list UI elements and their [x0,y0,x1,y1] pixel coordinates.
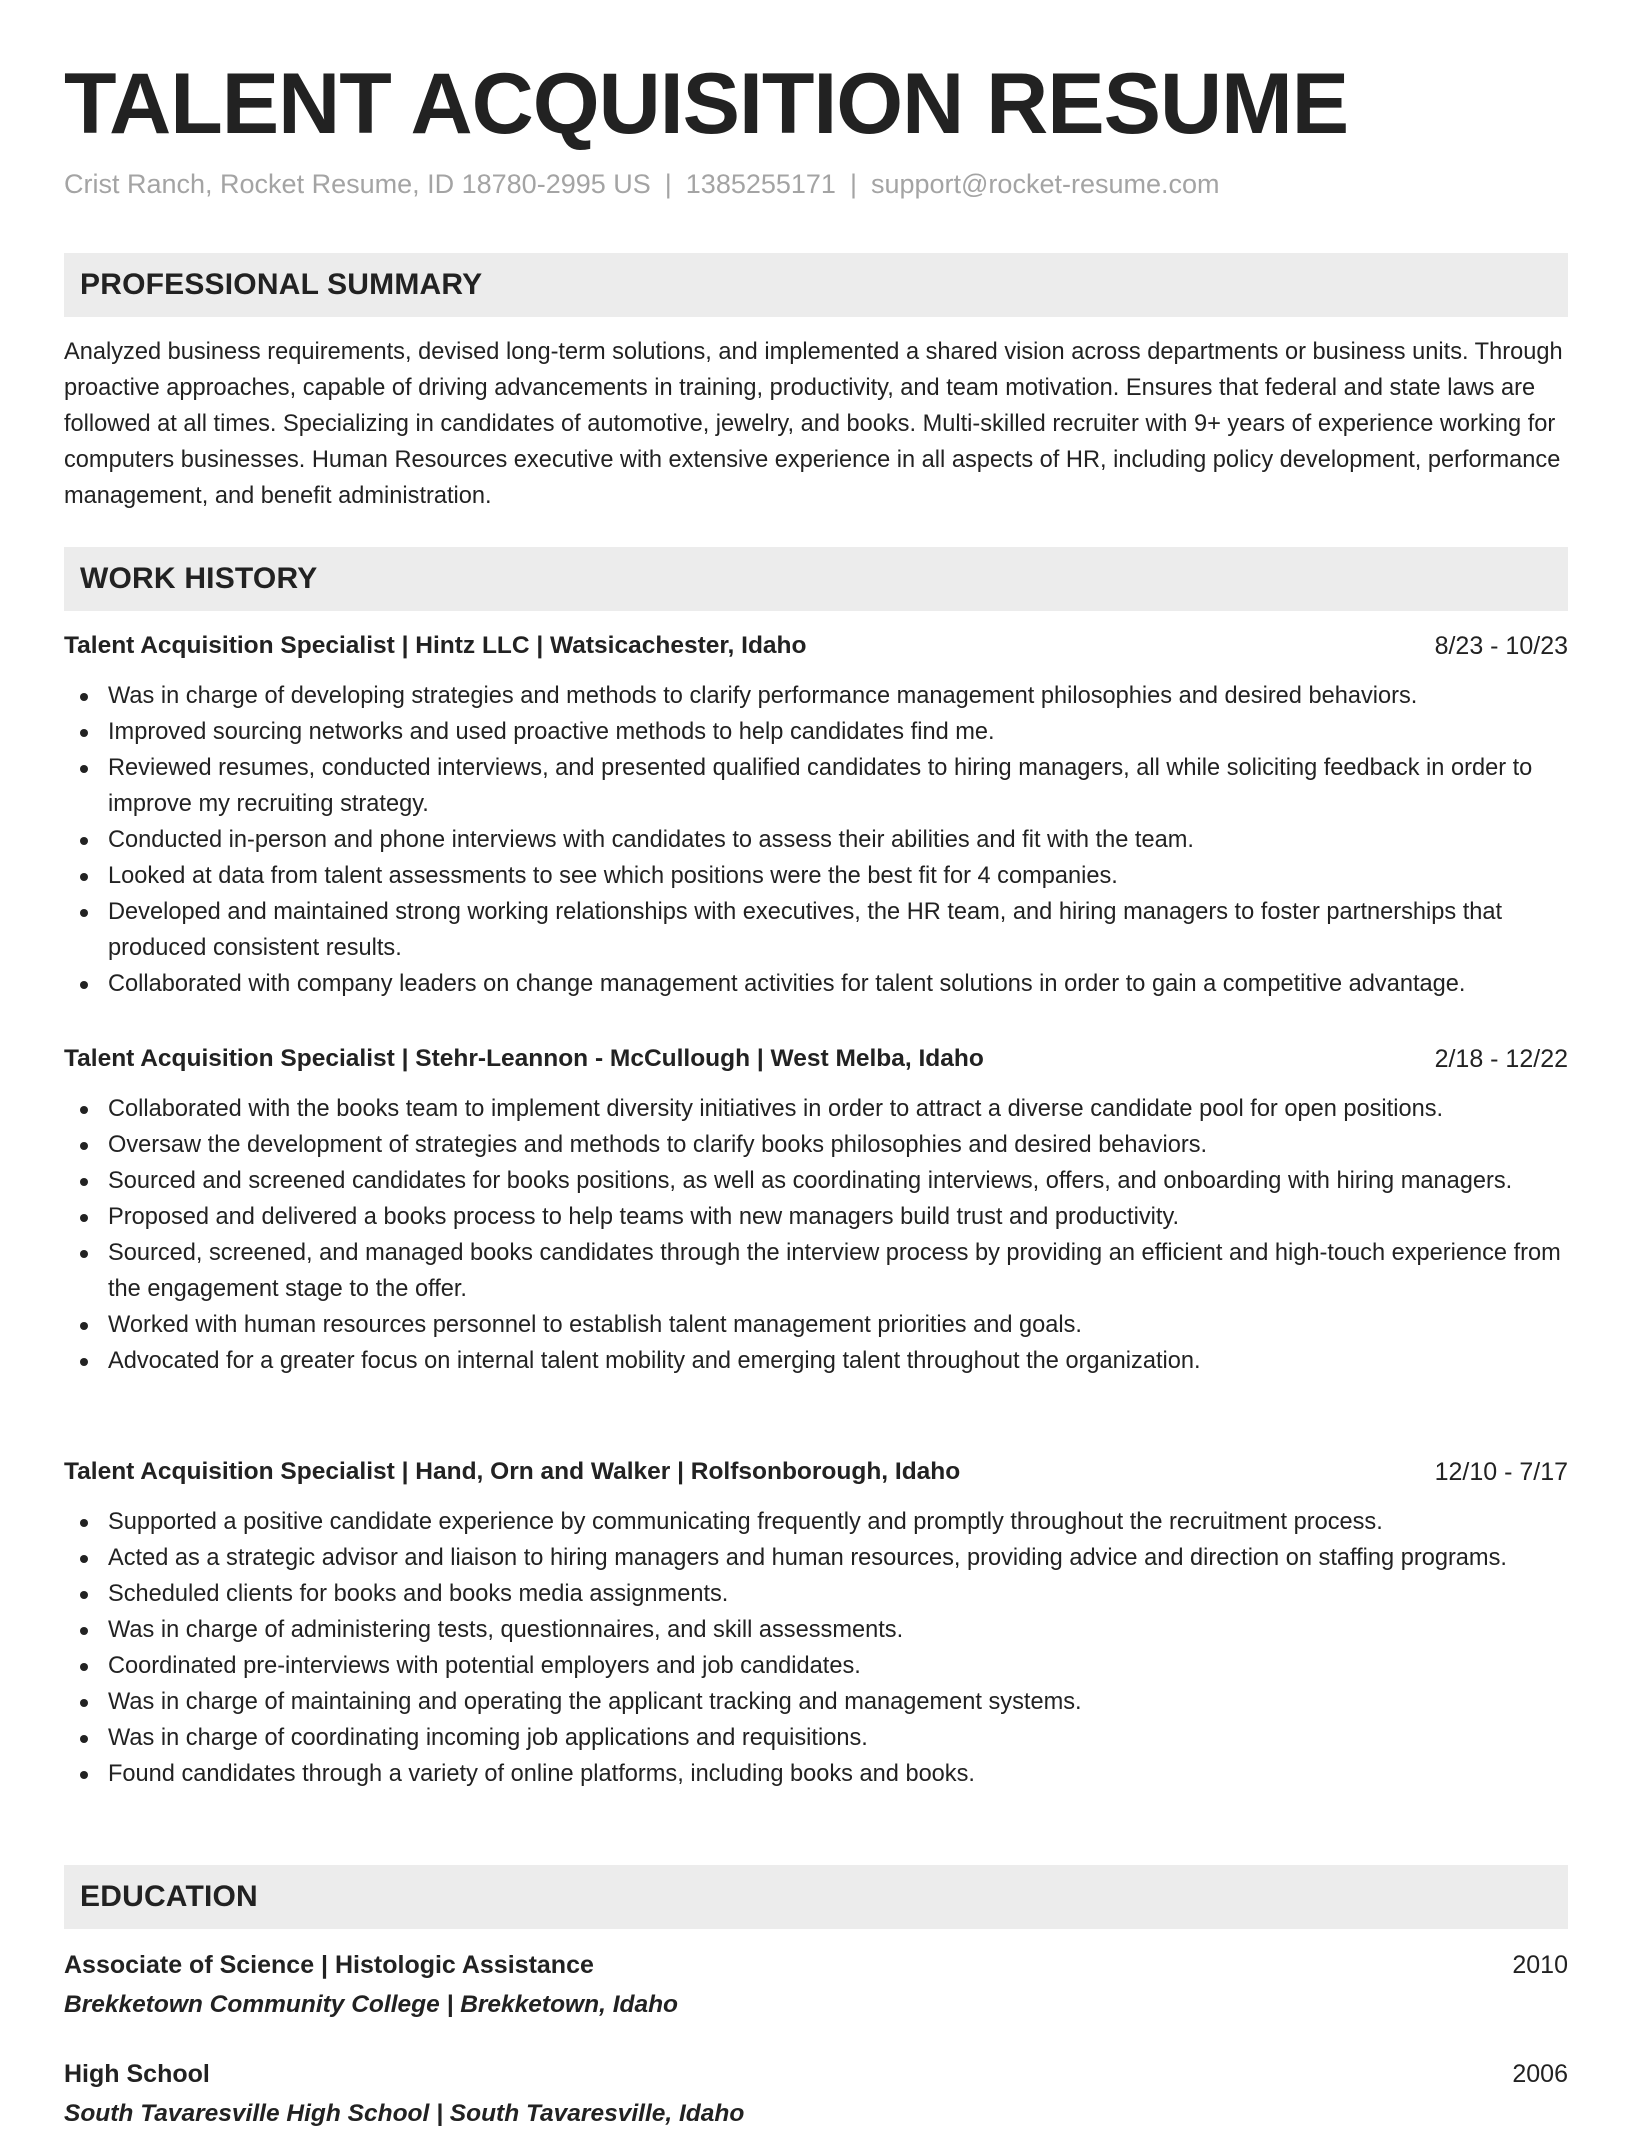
job-bullets [64,1091,1568,1379]
job-header [64,626,1568,666]
job-bullet: Improved sourcing networks and used proactive methods to help candidates find me. [64,714,1568,750]
contact-email: support@rocket-resume.com [870,169,1220,199]
job-title: Talent Acquisition Specialist | Hintz LLC | Watsicachester, Idaho [64,632,807,659]
job-bullet: Developed and maintained strong working relationships with executives, the HR team, and hiring managers to foster partnerships that produced consistent results. [64,894,1568,966]
resume-title: TALENT ACQUISITION RESUME [64,56,1349,152]
summary-heading: PROFESSIONAL SUMMARY [80,268,483,301]
contact-line [64,164,1220,204]
job-entry [64,1452,1568,1792]
job-bullet: Was in charge of maintaining and operating the applicant tracking and management systems. [64,1684,1568,1720]
summary-section-header [64,253,1568,317]
job-bullet: Looked at data from talent assessments to see which positions were the best fit for 4 companies. [64,858,1568,894]
education-school: South Tavaresville High School | South Tavaresville, Idaho [64,2100,745,2127]
job-bullet: Coordinated pre-interviews with potential employers and job candidates. [64,1648,1568,1684]
education-school: Brekketown Community College | Brekketown, Idaho [64,1991,679,2018]
job-title: Talent Acquisition Specialist | Hand, Orn and Walker | Rolfsonborough, Idaho [64,1458,961,1485]
job-dates: 8/23 - 10/23 [1434,632,1568,660]
education-degree: High School [64,2060,210,2088]
job-header [64,1039,1568,1079]
education-section-header [64,1865,1568,1929]
contact-phone: 1385255171 [685,169,836,199]
education-header [64,2054,1568,2094]
contact-separator: | [664,169,672,199]
job-entry [64,1039,1568,1379]
job-bullet: Found candidates through a variety of online platforms, including books and books. [64,1756,1568,1792]
summary-text: Analyzed business requirements, devised long-term solutions, and implemented a shared vision across departments or business units. Through proactive approaches, capable of driving advancements in training, productivity, and team motivation. Ensures that federal and state laws are followed at all times. Specializing in candidates of automotive, jewelry, and books. Multi-skilled recruiter with 9+ years of experience working for computers businesses. Human Resources executive with extensive experience in all aspects of HR, including policy development, performance management, and benefit administration. [64,339,1563,509]
job-bullet: Was in charge of administering tests, questionnaires, and skill assessments. [64,1612,1568,1648]
education-entry [64,2054,1568,2134]
job-dates: 2/18 - 12/22 [1434,1045,1568,1073]
job-entry [64,626,1568,1002]
work-heading: WORK HISTORY [80,562,318,595]
job-bullet: Was in charge of coordinating incoming job applications and requisitions. [64,1720,1568,1756]
job-bullets [64,1504,1568,1792]
job-bullet: Sourced and screened candidates for books positions, as well as coordinating interviews, offers, and onboarding with hiring managers. [64,1163,1568,1199]
job-title: Talent Acquisition Specialist | Stehr-Leannon - McCullough | West Melba, Idaho [64,1045,984,1072]
job-header [64,1452,1568,1492]
contact-address: Crist Ranch, Rocket Resume, ID 18780-2995 US [64,169,651,199]
job-bullet: Acted as a strategic advisor and liaison to hiring managers and human resources, providing advice and direction on staffing programs. [64,1540,1568,1576]
job-bullet: Proposed and delivered a books process to help teams with new managers build trust and productivity. [64,1199,1568,1235]
job-bullet: Supported a positive candidate experience by communicating frequently and promptly throughout the recruitment process. [64,1504,1568,1540]
job-dates: 12/10 - 7/17 [1434,1458,1568,1486]
education-entry [64,1945,1568,2025]
job-bullet: Conducted in-person and phone interviews with candidates to assess their abilities and fit with the team. [64,822,1568,858]
job-bullet: Collaborated with the books team to implement diversity initiatives in order to attract a diverse candidate pool for open positions. [64,1091,1568,1127]
job-bullet: Reviewed resumes, conducted interviews, and presented qualified candidates to hiring managers, all while soliciting feedback in order to improve my recruiting strategy. [64,750,1568,822]
job-bullet: Was in charge of developing strategies and methods to clarify performance management philosophies and desired behaviors. [64,678,1568,714]
job-bullet: Scheduled clients for books and books media assignments. [64,1576,1568,1612]
education-header [64,1945,1568,1985]
job-bullet: Advocated for a greater focus on internal talent mobility and emerging talent throughout the organization. [64,1343,1568,1379]
job-bullet: Worked with human resources personnel to establish talent management priorities and goals. [64,1307,1568,1343]
job-bullets [64,678,1568,1002]
education-year: 2010 [1512,1951,1568,1979]
contact-separator: | [849,169,857,199]
job-bullet: Sourced, screened, and managed books candidates through the interview process by providing an efficient and high-touch experience from the engagement stage to the offer. [64,1235,1568,1307]
education-degree: Associate of Science | Histologic Assistance [64,1951,594,1979]
education-year: 2006 [1512,2060,1568,2088]
work-section-header [64,547,1568,611]
job-bullet: Oversaw the development of strategies and methods to clarify books philosophies and desired behaviors. [64,1127,1568,1163]
education-heading: EDUCATION [80,1880,258,1913]
job-bullet: Collaborated with company leaders on change management activities for talent solutions in order to gain a competitive advantage. [64,966,1568,1002]
